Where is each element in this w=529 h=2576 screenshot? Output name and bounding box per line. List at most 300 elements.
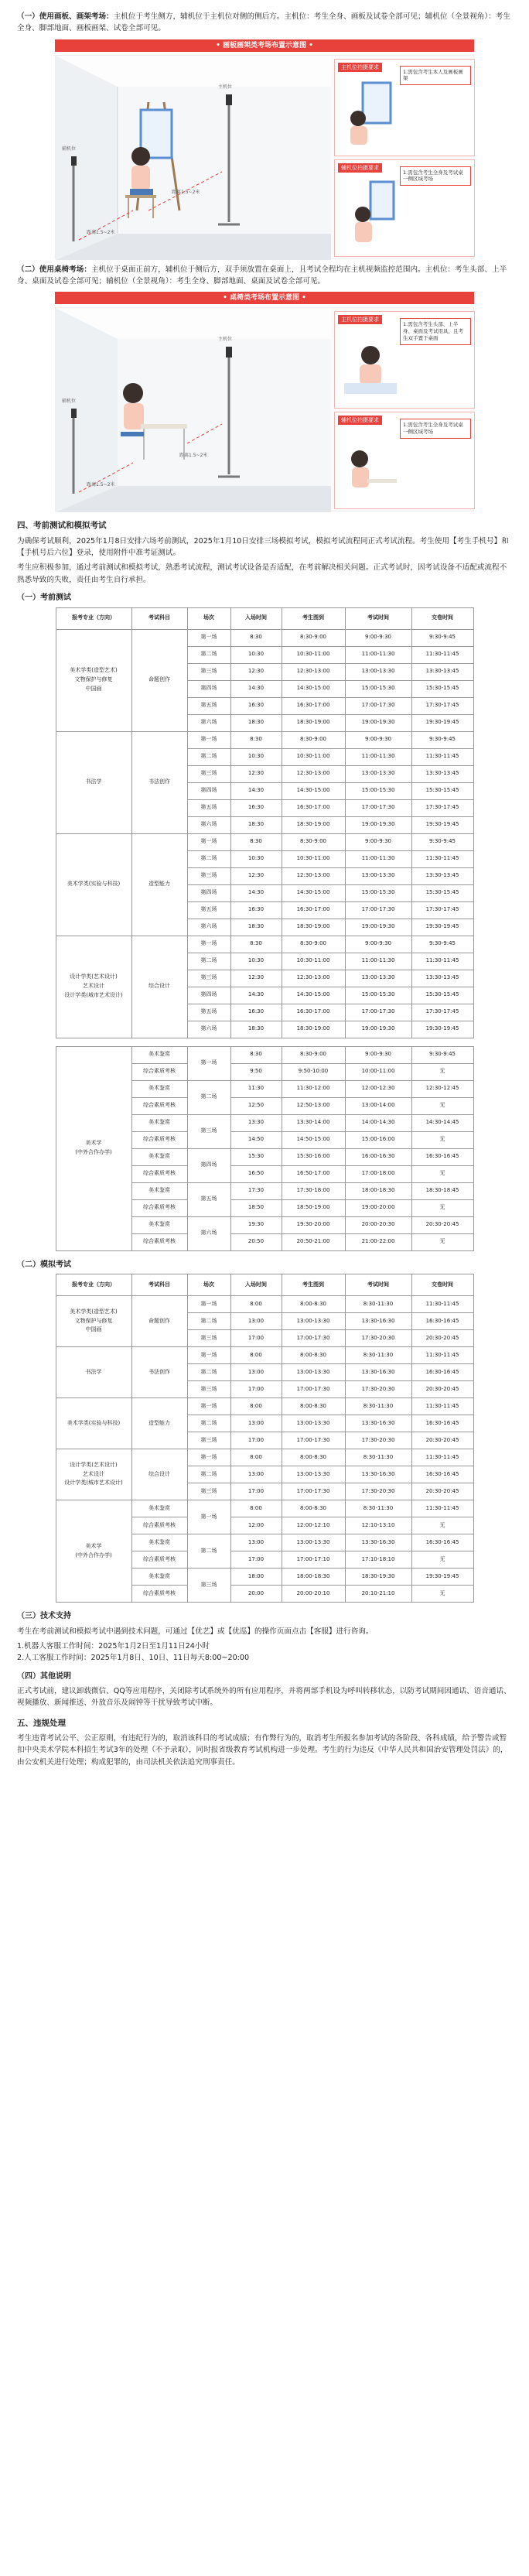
easel-callouts: [334, 56, 475, 260]
intro-heading-2: （二）使用桌椅考场：: [17, 265, 91, 274]
label-main-camera: 主机位: [218, 337, 233, 343]
table-cell: 17:00-17:30: [345, 1004, 411, 1021]
table-cell: 8:30: [230, 1046, 282, 1063]
table-cell: 第二场: [187, 748, 230, 765]
callout-side-camera: [334, 159, 475, 257]
table-cell: 13:00: [230, 1364, 282, 1381]
table-cell: 8:30: [230, 833, 282, 850]
table-header-cell: 交卷时间: [411, 1274, 473, 1296]
table-cell: 第四场: [187, 987, 230, 1004]
table-cell: 18:50-19:00: [282, 1199, 345, 1216]
table-cell: 无: [411, 1131, 473, 1148]
subject-cell: 综合设计: [131, 936, 187, 1038]
table-cell: 16:00-16:30: [345, 1148, 411, 1165]
desk-room-illustration: [56, 308, 331, 512]
mock-exam-table: [56, 1274, 474, 1603]
table-cell: 11:30-11:45: [411, 1500, 473, 1517]
table-cell: 19:30-19:45: [411, 816, 473, 833]
table-cell: 12:30: [230, 765, 282, 782]
table-cell: 18:30-19:00: [282, 714, 345, 731]
table-cell: 16:30-16:45: [411, 1364, 473, 1381]
table-cell: 8:00: [230, 1296, 282, 1313]
major-cell: 设计学类(艺术设计) 艺术设计 设计学类(城市艺术设计): [56, 936, 131, 1038]
table-cell: 14:30-14:45: [411, 1114, 473, 1131]
callout-tag: 主机位拍摄要求: [338, 315, 382, 324]
table-cell: 17:00-18:00: [345, 1165, 411, 1182]
table-cell: 第三场: [187, 970, 230, 987]
table-cell: 19:30-19:45: [411, 919, 473, 936]
table-cell: 11:30-11:45: [411, 646, 473, 663]
subject-cell: 美术鉴赏: [131, 1569, 187, 1586]
table-header-row: [56, 1274, 473, 1296]
table-cell: 11:30-11:45: [411, 1296, 473, 1313]
support-paragraph: 考生在考前测试和模拟考试中遇到技术问题，可通过【优艺】或【优巡】的操作页面点击【客服】进行咨询。: [17, 1627, 374, 1636]
table-cell: 12:00-12:30: [345, 1080, 411, 1097]
table-cell: 第一场: [187, 629, 230, 646]
table-cell: 10:30: [230, 850, 282, 867]
table-cell: 9:30-9:45: [411, 1046, 473, 1063]
table-cell: 17:30-17:45: [411, 799, 473, 816]
support-human-hours: 2.人工客服工作时间：2025年1月8日、10日、11日每天8:00~20:00: [17, 1654, 250, 1663]
table-cell: 第四场: [187, 884, 230, 901]
table-cell: 第二场: [187, 1415, 230, 1432]
table-cell: 18:30-19:00: [282, 919, 345, 936]
banner-easel-layout: • 画板画架类考场布置示意图 •: [55, 39, 474, 52]
table-cell: 无: [411, 1199, 473, 1216]
table-cell: 12:30-13:00: [282, 765, 345, 782]
table-header-row: [56, 607, 473, 629]
table-cell: 9:00-9:30: [345, 731, 411, 748]
table-header-cell: 交卷时间: [411, 607, 473, 629]
table-cell: 第五场: [187, 697, 230, 714]
table-cell: 16:30-17:00: [282, 1004, 345, 1021]
subject-cell: 综合素质考核: [131, 1199, 187, 1216]
table-cell: 15:00-15:30: [345, 782, 411, 799]
table-cell: 18:30-19:00: [282, 1021, 345, 1038]
callout-desc: 1.需包含考生本人及画板画架: [400, 66, 471, 86]
table-cell: 17:00: [230, 1432, 282, 1449]
table-cell: 12:50-13:00: [282, 1097, 345, 1114]
table-cell: 第一场: [187, 731, 230, 748]
mini-side-view-icon: [340, 176, 401, 253]
table-cell: 11:30-11:45: [411, 850, 473, 867]
subject-cell: 综合素质考核: [131, 1097, 187, 1114]
subject-cell: 综合设计: [131, 1449, 187, 1500]
session-cell: 第三场: [187, 1114, 230, 1148]
table-cell: 11:00-11:30: [345, 748, 411, 765]
table-cell: 19:30-20:00: [282, 1216, 345, 1233]
table-cell: 8:00-8:30: [282, 1296, 345, 1313]
intro-text-2: 主机位于桌面正前方，辅机位于侧后方，双手须放置在桌面上，且考试全程均在主机视频监控范围内。主机位：考生头部、上半身、桌面及试卷全部可见；辅机位（全景视角）：考生全身、脚部地面、桌面及试卷全部可见。: [17, 265, 507, 286]
subject-cell: 命题创作: [131, 1296, 187, 1347]
table-cell: 第一场: [187, 1398, 230, 1415]
table-cell: 11:00-11:30: [345, 646, 411, 663]
table-cell: 第一场: [187, 936, 230, 953]
table-cell: 12:00: [230, 1517, 282, 1534]
table-cell: 14:30: [230, 680, 282, 697]
table-cell: 14:30-15:00: [282, 680, 345, 697]
table-cell: 8:30-9:00: [282, 1046, 345, 1063]
table-cell: 第三场: [187, 1381, 230, 1398]
table-cell: 第四场: [187, 782, 230, 799]
pretest-arthistory-table: [56, 1046, 474, 1251]
table-cell: 13:00-13:30: [345, 663, 411, 680]
subject-cell: 综合素质考核: [131, 1165, 187, 1182]
section-5-title: 五、违规处理: [17, 1718, 66, 1728]
session-cell: 第三场: [187, 1569, 230, 1603]
table-cell: 17:30-18:00: [282, 1182, 345, 1199]
table-cell: 14:30-15:00: [282, 884, 345, 901]
table-cell: 8:00-8:30: [282, 1500, 345, 1517]
subject-cell: 综合素质考核: [131, 1131, 187, 1148]
table-cell: 19:30-19:45: [411, 1021, 473, 1038]
table-cell: 13:00-13:30: [345, 867, 411, 884]
label-side-camera: 辅机位: [62, 145, 77, 152]
table-cell: 8:00: [230, 1500, 282, 1517]
table-cell: 9:00-9:30: [345, 629, 411, 646]
callout-main-camera: [334, 59, 475, 156]
table-cell: 18:30-19:00: [282, 816, 345, 833]
table-cell: 15:00-15:30: [345, 987, 411, 1004]
table-cell: 8:00: [230, 1398, 282, 1415]
banner-desk-layout: • 桌椅类考场布置示意图 •: [55, 292, 474, 304]
table-cell: 16:30-16:45: [411, 1534, 473, 1551]
table-cell: 10:00-11:00: [345, 1063, 411, 1080]
table-cell: 13:00-13:30: [282, 1313, 345, 1330]
callout-main-camera: [334, 311, 475, 409]
label-distance-2: 距离1.5~2米: [87, 482, 115, 488]
table-cell: 16:30: [230, 799, 282, 816]
table-row: [56, 1347, 473, 1364]
table-cell: 9:30-9:45: [411, 629, 473, 646]
intro-text-1: 主机位于考生侧方，辅机位于主机位对侧的侧后方。主机位：考生全身、画板及试卷全部可见；辅机位（全景视角）：考生全身、脚部地面、画板画架、试卷全部可见。: [17, 12, 510, 33]
table-cell: 第三场: [187, 1483, 230, 1500]
table-cell: 第五场: [187, 901, 230, 919]
table-cell: 13:30-16:30: [345, 1364, 411, 1381]
table-cell: 8:30-9:00: [282, 629, 345, 646]
table-cell: 20:00-20:10: [282, 1586, 345, 1603]
table-cell: 18:30-19:30: [345, 1569, 411, 1586]
table-cell: 15:30-15:45: [411, 987, 473, 1004]
table-cell: 19:00-19:30: [345, 714, 411, 731]
table-cell: 第三场: [187, 765, 230, 782]
table-cell: 无: [411, 1517, 473, 1534]
subject-cell: 造型能力: [131, 1398, 187, 1449]
table-row: [56, 833, 473, 850]
table-cell: 8:30-9:00: [282, 936, 345, 953]
desk-figure: [55, 307, 474, 511]
table-cell: 10:30-11:00: [282, 953, 345, 970]
subsection-other-title: （四）其他说明: [17, 1671, 71, 1681]
callout-tag: 辅机位拍摄要求: [338, 416, 382, 425]
table-cell: 11:30-11:45: [411, 953, 473, 970]
table-cell: 8:30-11:30: [345, 1398, 411, 1415]
table-cell: 19:00-19:30: [345, 1021, 411, 1038]
session-cell: 第一场: [187, 1046, 230, 1080]
table-cell: 12:00-12:10: [282, 1517, 345, 1534]
table-cell: 无: [411, 1233, 473, 1250]
table-cell: 13:00: [230, 1466, 282, 1483]
pretest-table: [56, 607, 474, 1038]
table-cell: 8:00-8:30: [282, 1398, 345, 1415]
table-cell: 17:30-20:30: [345, 1330, 411, 1347]
table-cell: 10:30-11:00: [282, 850, 345, 867]
table-header-cell: 报考专业（方向）: [56, 1274, 131, 1296]
table-cell: 20:30-20:45: [411, 1432, 473, 1449]
subsection-pretest-title: （一）考前测试: [17, 594, 71, 603]
table-cell: 15:30-15:45: [411, 680, 473, 697]
subject-cell: 美术鉴赏: [131, 1114, 187, 1131]
table-cell: 13:30-13:45: [411, 867, 473, 884]
subsection-support-title: （三）技术支持: [17, 1612, 71, 1621]
major-cell: 设计学类(艺术设计) 艺术设计 设计学类(城市艺术设计): [56, 1449, 131, 1500]
subject-cell: 美术鉴赏: [131, 1182, 187, 1199]
table-cell: 8:30-9:00: [282, 833, 345, 850]
easel-room-illustration: [56, 56, 331, 260]
table-cell: 17:00: [230, 1381, 282, 1398]
table-cell: 14:30-15:00: [282, 987, 345, 1004]
table-row: [56, 1398, 473, 1415]
table-cell: 15:30-15:45: [411, 884, 473, 901]
subject-cell: 美术鉴赏: [131, 1148, 187, 1165]
table-cell: 17:00: [230, 1330, 282, 1347]
table-cell: 13:30-16:30: [345, 1415, 411, 1432]
table-cell: 8:30: [230, 731, 282, 748]
table-cell: 15:00-16:00: [345, 1131, 411, 1148]
major-cell: 美术学类(实验与科技): [56, 833, 131, 936]
table-cell: 15:00-15:30: [345, 884, 411, 901]
table-cell: 17:30-20:30: [345, 1381, 411, 1398]
table-cell: 20:10-21:10: [345, 1586, 411, 1603]
table-cell: 18:30: [230, 714, 282, 731]
table-cell: 20:30-20:45: [411, 1330, 473, 1347]
table-row: [56, 1296, 473, 1313]
table-cell: 13:00-14:00: [345, 1097, 411, 1114]
table-cell: 16:30: [230, 1004, 282, 1021]
subject-cell: 命题创作: [131, 629, 187, 731]
table-cell: 8:30-9:00: [282, 731, 345, 748]
table-row: [56, 1046, 473, 1063]
table-cell: 13:00-13:30: [345, 970, 411, 987]
mini-desk-front-icon: [340, 327, 401, 405]
subject-cell: 美术鉴赏: [131, 1216, 187, 1233]
table-cell: 14:00-14:30: [345, 1114, 411, 1131]
table-cell: 16:30: [230, 901, 282, 919]
table-cell: 第三场: [187, 867, 230, 884]
label-distance-1: 距离1.5~2米: [172, 189, 200, 195]
table-cell: 13:00: [230, 1313, 282, 1330]
table-header-cell: 入场时间: [230, 607, 282, 629]
table-cell: 20:00: [230, 1586, 282, 1603]
table-cell: 17:00-17:30: [345, 901, 411, 919]
table-cell: 9:00-9:30: [345, 833, 411, 850]
intro-paragraph-2: [17, 264, 512, 288]
table-cell: 10:30-11:00: [282, 646, 345, 663]
table-cell: 17:00-17:30: [345, 697, 411, 714]
table-cell: 20:50: [230, 1233, 282, 1250]
table-cell: 20:30-20:45: [411, 1483, 473, 1500]
major-cell: 美术学 (中外合作办学): [56, 1500, 131, 1603]
table-cell: 18:30: [230, 919, 282, 936]
table-cell: 第六场: [187, 919, 230, 936]
major-cell: 美术学类(实验与科技): [56, 1398, 131, 1449]
table-cell: 13:30-16:30: [345, 1313, 411, 1330]
table-cell: 14:50-15:00: [282, 1131, 345, 1148]
table-cell: 20:00-20:30: [345, 1216, 411, 1233]
table-header-cell: 考试科目: [131, 1274, 187, 1296]
table-cell: 18:00-18:30: [282, 1569, 345, 1586]
callout-desc: 1.需包含考生全身及考试桌一侧区域考场: [400, 419, 471, 439]
table-cell: 13:00: [230, 1415, 282, 1432]
table-cell: 16:30-16:45: [411, 1415, 473, 1432]
table-cell: 17:00-17:30: [282, 1381, 345, 1398]
table-cell: 11:30: [230, 1080, 282, 1097]
table-cell: 10:30: [230, 646, 282, 663]
table-cell: 10:30-11:00: [282, 748, 345, 765]
table-header-cell: 考生图到: [282, 607, 345, 629]
table-cell: 20:30-20:45: [411, 1216, 473, 1233]
subject-cell: 综合素质考核: [131, 1586, 187, 1603]
table-cell: 20:30-20:45: [411, 1381, 473, 1398]
support-bot-hours: 1.机器人客服工作时间：2025年1月2日至1月11日24小时: [17, 1641, 210, 1651]
table-cell: 17:30-20:30: [345, 1432, 411, 1449]
table-cell: 第六场: [187, 816, 230, 833]
table-cell: 8:30-11:30: [345, 1500, 411, 1517]
table-cell: 17:30-17:45: [411, 901, 473, 919]
major-cell: 美术学类(造型艺术) 文物保护与修复 中国画: [56, 1296, 131, 1347]
table-cell: 13:30-14:00: [282, 1114, 345, 1131]
table-cell: 16:30-16:45: [411, 1148, 473, 1165]
table-cell: 第六场: [187, 1021, 230, 1038]
table-cell: 13:00-13:30: [282, 1466, 345, 1483]
table-cell: 14:50: [230, 1131, 282, 1148]
table-cell: 第二场: [187, 1364, 230, 1381]
table-cell: 18:00-18:30: [345, 1182, 411, 1199]
intro-heading-1: （一）使用画板、画架考场：: [17, 12, 114, 21]
major-cell: 书法学: [56, 731, 131, 833]
table-cell: 12:30-13:00: [282, 970, 345, 987]
table-cell: 12:30: [230, 970, 282, 987]
table-cell: 11:30-11:45: [411, 1347, 473, 1364]
callout-tag: 主机位拍摄要求: [338, 63, 382, 72]
table-cell: 12:30-13:00: [282, 867, 345, 884]
label-distance-2: 距离1.5~2米: [87, 229, 115, 235]
table-cell: 11:30-12:00: [282, 1080, 345, 1097]
table-cell: 19:30: [230, 1216, 282, 1233]
table-cell: 9:00-9:30: [345, 1046, 411, 1063]
subject-cell: 综合素质考核: [131, 1063, 187, 1080]
table-cell: 8:00-8:30: [282, 1347, 345, 1364]
session-cell: 第四场: [187, 1148, 230, 1182]
table-cell: 13:00: [230, 1534, 282, 1551]
subject-cell: 综合素质考核: [131, 1551, 187, 1569]
subject-cell: 美术鉴赏: [131, 1046, 187, 1063]
table-cell: 15:30-15:45: [411, 782, 473, 799]
table-cell: 9:30-9:45: [411, 936, 473, 953]
table-cell: 第一场: [187, 1347, 230, 1364]
table-cell: 8:30-11:30: [345, 1449, 411, 1466]
table-header-cell: 场次: [187, 1274, 230, 1296]
table-cell: 第三场: [187, 1432, 230, 1449]
table-cell: 15:30: [230, 1148, 282, 1165]
subject-cell: 美术鉴赏: [131, 1534, 187, 1551]
table-cell: 11:00-11:30: [345, 953, 411, 970]
table-cell: 12:30: [230, 867, 282, 884]
major-cell: 书法学: [56, 1347, 131, 1398]
callout-tag: 辅机位拍摄要求: [338, 163, 382, 173]
table-cell: 16:50: [230, 1165, 282, 1182]
table-cell: 第一场: [187, 833, 230, 850]
table-cell: 18:30: [230, 1021, 282, 1038]
table-cell: 21:00-22:00: [345, 1233, 411, 1250]
session-cell: 第二场: [187, 1080, 230, 1114]
label-side-camera: 辅机位: [62, 399, 77, 405]
table-cell: 第二场: [187, 1313, 230, 1330]
session-cell: 第六场: [187, 1216, 230, 1250]
major-cell: 美术学类(造型艺术) 文物保护与修复 中国画: [56, 629, 131, 731]
table-cell: 11:30-11:45: [411, 748, 473, 765]
table-cell: 第三场: [187, 663, 230, 680]
table-cell: 16:50-17:00: [282, 1165, 345, 1182]
table-cell: 17:10-18:10: [345, 1551, 411, 1569]
subject-cell: 书法创作: [131, 731, 187, 833]
callout-desc: 1.需包含考生全身及考试桌一侧区域考场: [400, 166, 471, 186]
table-cell: 10:30: [230, 953, 282, 970]
table-cell: 14:30: [230, 782, 282, 799]
table-cell: 19:00-19:30: [345, 816, 411, 833]
table-row: [56, 629, 473, 646]
table-cell: 15:30-16:00: [282, 1148, 345, 1165]
section-4-p1: 为确保考试顺利，2025年1月8日安排六场考前测试，2025年1月10日安排三场模拟考试，模拟考试流程同正式考试流程。考生使用【考生手机号】和【手机号后六位】登录，使用附件中准考证测试。: [17, 536, 509, 557]
table-cell: 第三场: [187, 1330, 230, 1347]
table-cell: 14:30-15:00: [282, 782, 345, 799]
table-cell: 第四场: [187, 680, 230, 697]
table-cell: 8:00: [230, 1347, 282, 1364]
table-cell: 第一场: [187, 1296, 230, 1313]
subject-cell: 综合素质考核: [131, 1517, 187, 1534]
table-cell: 15:00-15:30: [345, 680, 411, 697]
table-cell: 9:30-9:45: [411, 731, 473, 748]
major-cell: 美术学 (中外合作办学): [56, 1046, 131, 1250]
subject-cell: 美术鉴赏: [131, 1080, 187, 1097]
table-cell: 17:00-17:10: [282, 1551, 345, 1569]
table-row: [56, 936, 473, 953]
table-cell: 18:00: [230, 1569, 282, 1586]
table-header-cell: 场次: [187, 607, 230, 629]
table-cell: 17:00-17:30: [282, 1432, 345, 1449]
table-cell: 19:00-19:30: [345, 919, 411, 936]
table-cell: 第二场: [187, 850, 230, 867]
table-cell: 16:30: [230, 697, 282, 714]
table-cell: 13:00-13:30: [282, 1364, 345, 1381]
table-cell: 8:30-11:30: [345, 1347, 411, 1364]
table-cell: 17:00: [230, 1551, 282, 1569]
table-cell: 无: [411, 1586, 473, 1603]
table-cell: 16:30-16:45: [411, 1313, 473, 1330]
table-cell: 19:00-20:00: [345, 1199, 411, 1216]
table-cell: 16:30-17:00: [282, 799, 345, 816]
table-cell: 9:00-9:30: [345, 936, 411, 953]
table-cell: 17:00-17:30: [282, 1483, 345, 1500]
subject-cell: 造型能力: [131, 833, 187, 936]
callout-side-camera: [334, 412, 475, 509]
table-cell: 9:30-9:45: [411, 833, 473, 850]
table-cell: 13:30: [230, 1114, 282, 1131]
table-cell: 14:30: [230, 987, 282, 1004]
mini-desk-side-icon: [340, 428, 401, 505]
table-cell: 20:50-21:00: [282, 1233, 345, 1250]
easel-figure: [55, 55, 474, 259]
